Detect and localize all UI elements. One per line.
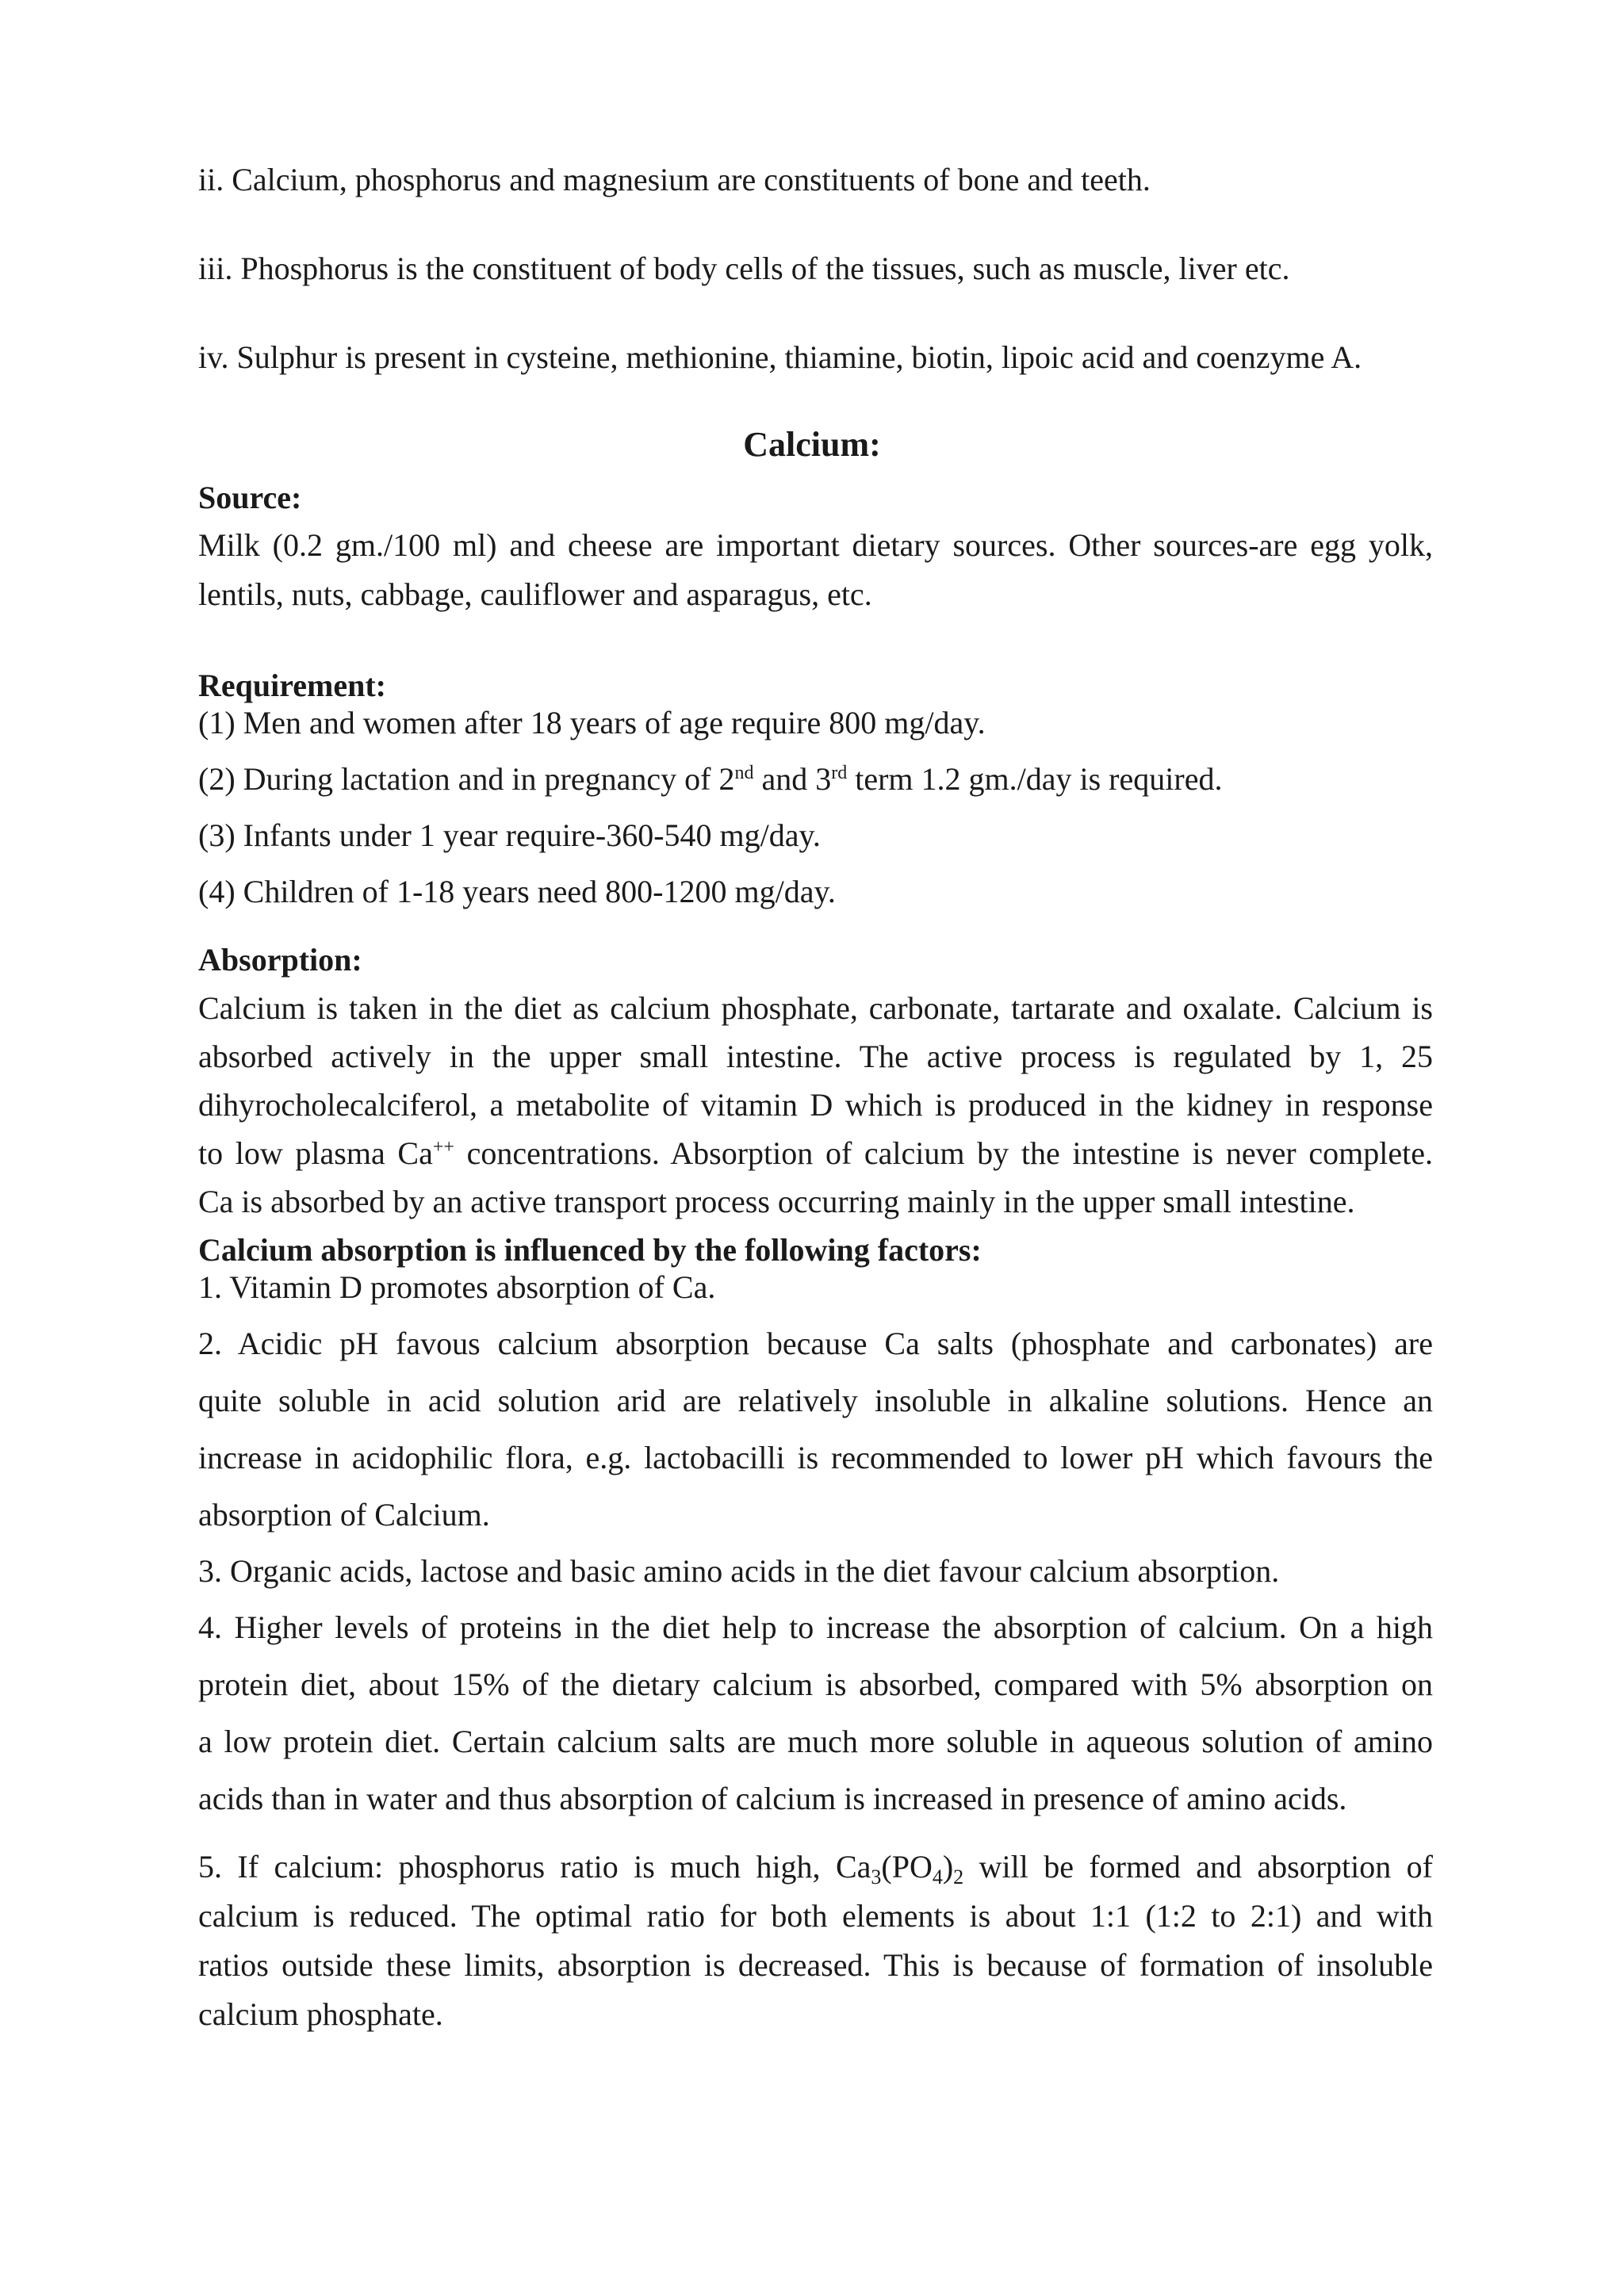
requirement-heading: Requirement: <box>198 668 386 703</box>
factor-2-line-4: absorption of Calcium. <box>198 1497 490 1533</box>
factor-2-line-1: 2. Acidic pH favous calcium absorption because Ca salts (phosphate and carbonates) are <box>198 1326 1433 1361</box>
factor-4-line-2: protein diet, about 15% of the dietary calcium is absorbed, compared with 5% absorption on <box>198 1667 1433 1702</box>
factor-5-text-b: (PO <box>881 1849 933 1885</box>
requirement-item-1: (1) Men and women after 18 years of age require 800 mg/day. <box>198 705 986 740</box>
source-heading: Source: <box>198 480 302 515</box>
absorption-line-2: absorbed actively in the upper small intestine. The active process is regulated by 1, 25 <box>198 1039 1433 1074</box>
factor-2-line-3: increase in acidophilic flora, e.g. lactobacilli is recommended to lower pH which favours the <box>198 1440 1433 1475</box>
factor-5-text-d: will be formed and absorption of <box>963 1849 1433 1885</box>
factor-3: 3. Organic acids, lactose and basic amino acids in the diet favour calcium absorption. <box>198 1553 1280 1589</box>
absorption-line-1: Calcium is taken in the diet as calcium phosphate, carbonate, tartarate and oxalate. Calcium is <box>198 990 1433 1026</box>
intro-item-iii: iii. Phosphorus is the constituent of body cells of the tissues, such as muscle, liver etc. <box>198 251 1290 286</box>
intro-item-iv: iv. Sulphur is present in cysteine, methionine, thiamine, biotin, lipoic acid and coenzyme A. <box>198 339 1362 375</box>
section-title: Calcium: <box>743 425 881 464</box>
factors-heading: Calcium absorption is influenced by the following factors: <box>198 1232 982 1268</box>
factor-2-line-2: quite soluble in acid solution arid are relatively insoluble in alkaline solutions. Hence an <box>198 1383 1433 1418</box>
subscript-2: 2 <box>953 1866 964 1888</box>
source-line-1: Milk (0.2 gm./100 ml) and cheese are important dietary sources. Other sources-are egg yolk, <box>198 527 1433 563</box>
factor-5-line-1 <box>198 1843 1433 1892</box>
absorption-line-4 <box>198 1129 1433 1178</box>
superscript-rd: rd <box>831 763 848 783</box>
factor-5-text-c: ) <box>942 1849 954 1885</box>
requirement-item-2-text-c: term 1.2 gm./day is required. <box>847 761 1223 797</box>
requirement-item-2-text-b: and 3 <box>753 761 832 797</box>
factor-5-line-4: calcium phosphate. <box>198 1996 443 2032</box>
factor-4-line-3: a low protein diet. Certain calcium salts are much more soluble in aqueous solution of amino <box>198 1724 1433 1759</box>
absorption-line-4-text-b: concentrations. Absorption of calcium by the intestine is never complete. <box>454 1135 1433 1171</box>
intro-item-ii: ii. Calcium, phosphorus and magnesium are constituents of bone and teeth. <box>198 162 1151 197</box>
superscript-nd: nd <box>734 763 754 783</box>
requirement-item-3: (3) Infants under 1 year require-360-540 mg/day. <box>198 817 821 853</box>
requirement-item-2-text-a: (2) During lactation and in pregnancy of 2 <box>198 761 735 797</box>
requirement-item-2 <box>198 755 1433 804</box>
subscript-3: 3 <box>871 1866 882 1888</box>
factor-5-text-a: 5. If calcium: phosphorus ratio is much high, Ca <box>198 1849 871 1885</box>
absorption-line-4-text-a: to low plasma Ca <box>198 1135 433 1171</box>
factor-4-line-1: 4. Higher levels of proteins in the diet help to increase the absorption of calcium. On a high <box>198 1609 1433 1645</box>
absorption-heading: Absorption: <box>198 942 362 978</box>
factor-4-line-4: acids than in water and thus absorption of calcium is increased in presence of amino acids. <box>198 1781 1347 1816</box>
superscript-charge: ++ <box>432 1137 454 1158</box>
factor-5-line-3: ratios outside these limits, absorption is decreased. This is because of formation of insoluble <box>198 1947 1433 1983</box>
absorption-line-5: Ca is absorbed by an active transport process occurring mainly in the upper small intestine. <box>198 1184 1355 1219</box>
requirement-item-4: (4) Children of 1-18 years need 800-1200 mg/day. <box>198 874 836 909</box>
source-line-2: lentils, nuts, cabbage, cauliflower and asparagus, etc. <box>198 576 872 612</box>
subscript-4: 4 <box>932 1866 943 1888</box>
absorption-line-3: dihyrocholecalciferol, a metabolite of vitamin D which is produced in the kidney in response <box>198 1087 1433 1123</box>
factor-5-line-2: calcium is reduced. The optimal ratio for both elements is about 1:1 (1:2 to 2:1) and with <box>198 1898 1433 1934</box>
factor-1: 1. Vitamin D promotes absorption of Ca. <box>198 1269 716 1305</box>
